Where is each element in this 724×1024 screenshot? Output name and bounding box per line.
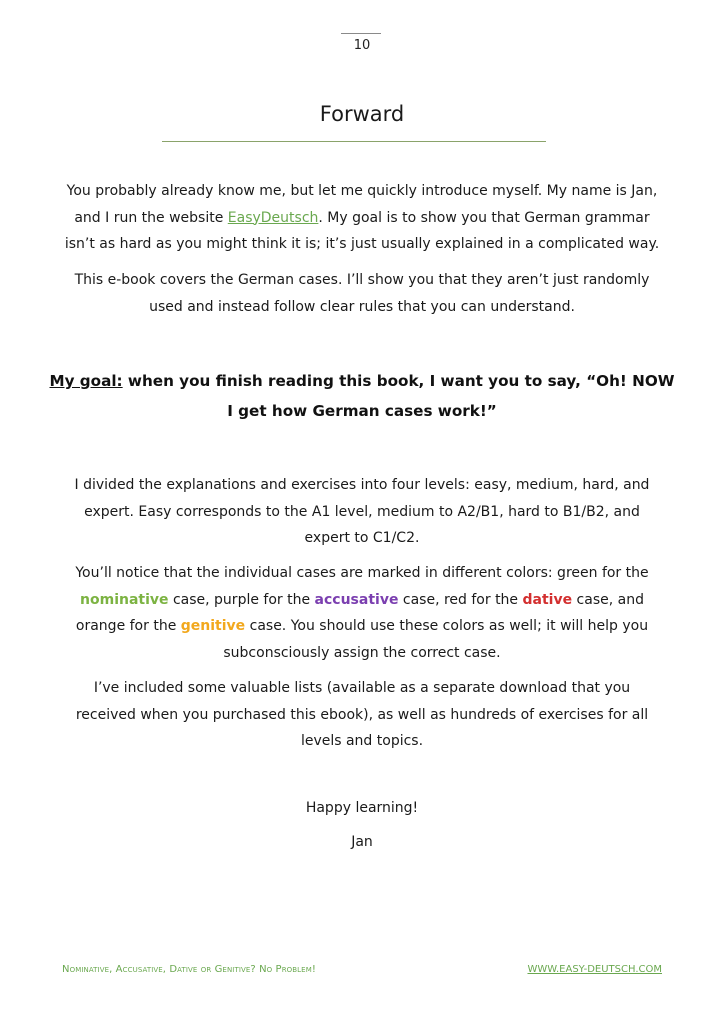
page-number: 10 (353, 38, 371, 53)
levels-line-2: expert. Easy corresponds to the A1 level, medium to A2/B1, hard to B1/B2, and (84, 503, 640, 520)
ebook-line-1: This e-book covers the German cases. I’ll show you that they aren’t just randomly (74, 272, 650, 288)
intro-line-2-start: and I run the website (74, 209, 228, 226)
nominative-term: nominative (80, 591, 169, 608)
easydeutsch-link[interactable]: EasyDeutsch (227, 209, 319, 226)
goal-line-2: I get how German cases work!” (227, 402, 497, 420)
colors-seg-1: case, purple for the (168, 591, 315, 608)
ebook-line-2: used and instead follow clear rules that you can understand. (149, 298, 575, 315)
lists-line-2: received when you purchased this ebook), as well as hundreds of exercises for all (75, 706, 649, 723)
intro-line-3: isn’t as hard as you might think it is; it’s just usually explained in a complicated way. (64, 236, 660, 252)
genitive-term: genitive (180, 618, 246, 634)
colors-seg-2: case, red for the (398, 591, 523, 608)
closing-greeting: Happy learning! (305, 800, 419, 816)
colors-line-3-end: case. You should use these colors as well; it will help you (245, 618, 649, 634)
colors-line-3-start: orange for the (75, 618, 181, 634)
colors-line-1: You’ll notice that the individual cases are marked in different colors: green for the (75, 565, 649, 581)
goal-statement (40, 366, 684, 426)
levels-line-3: expert to C1/C2. (304, 530, 420, 546)
footer-book-title: Nominative, Accusative, Dative or Genitive? No Problem! (62, 964, 316, 975)
colors-line-4: subconsciously assign the correct case. (223, 644, 501, 661)
intro-paragraph (40, 178, 684, 258)
page-title: Forward (319, 102, 405, 126)
page-number-rule (341, 33, 381, 34)
intro-line-2-end: . My goal is to show you that German grammar (318, 209, 650, 226)
levels-line-1: I divided the explanations and exercises into four levels: easy, medium, hard, and (74, 477, 650, 493)
levels-paragraph (40, 472, 684, 552)
colors-paragraph (40, 560, 684, 666)
lists-line-3: levels and topics. (300, 733, 424, 749)
ebook-paragraph (40, 267, 684, 320)
colors-seg-3: case, and (572, 591, 644, 608)
title-divider (162, 141, 546, 142)
goal-line-1: when you finish reading this book, I want you to say, “Oh! NOW (122, 372, 675, 390)
footer-website-link[interactable]: WWW.EASY-DEUTSCH.COM (527, 964, 662, 975)
lists-paragraph (40, 675, 684, 755)
intro-line-1: You probably already know me, but let me quickly introduce myself. My name is Jan, (66, 183, 658, 199)
goal-label: My goal: (49, 372, 123, 390)
signature: Jan (351, 834, 373, 850)
lists-line-1: I’ve included some valuable lists (available as a separate download that you (93, 680, 631, 696)
accusative-term: accusative (314, 591, 399, 608)
dative-term: dative (522, 591, 573, 608)
